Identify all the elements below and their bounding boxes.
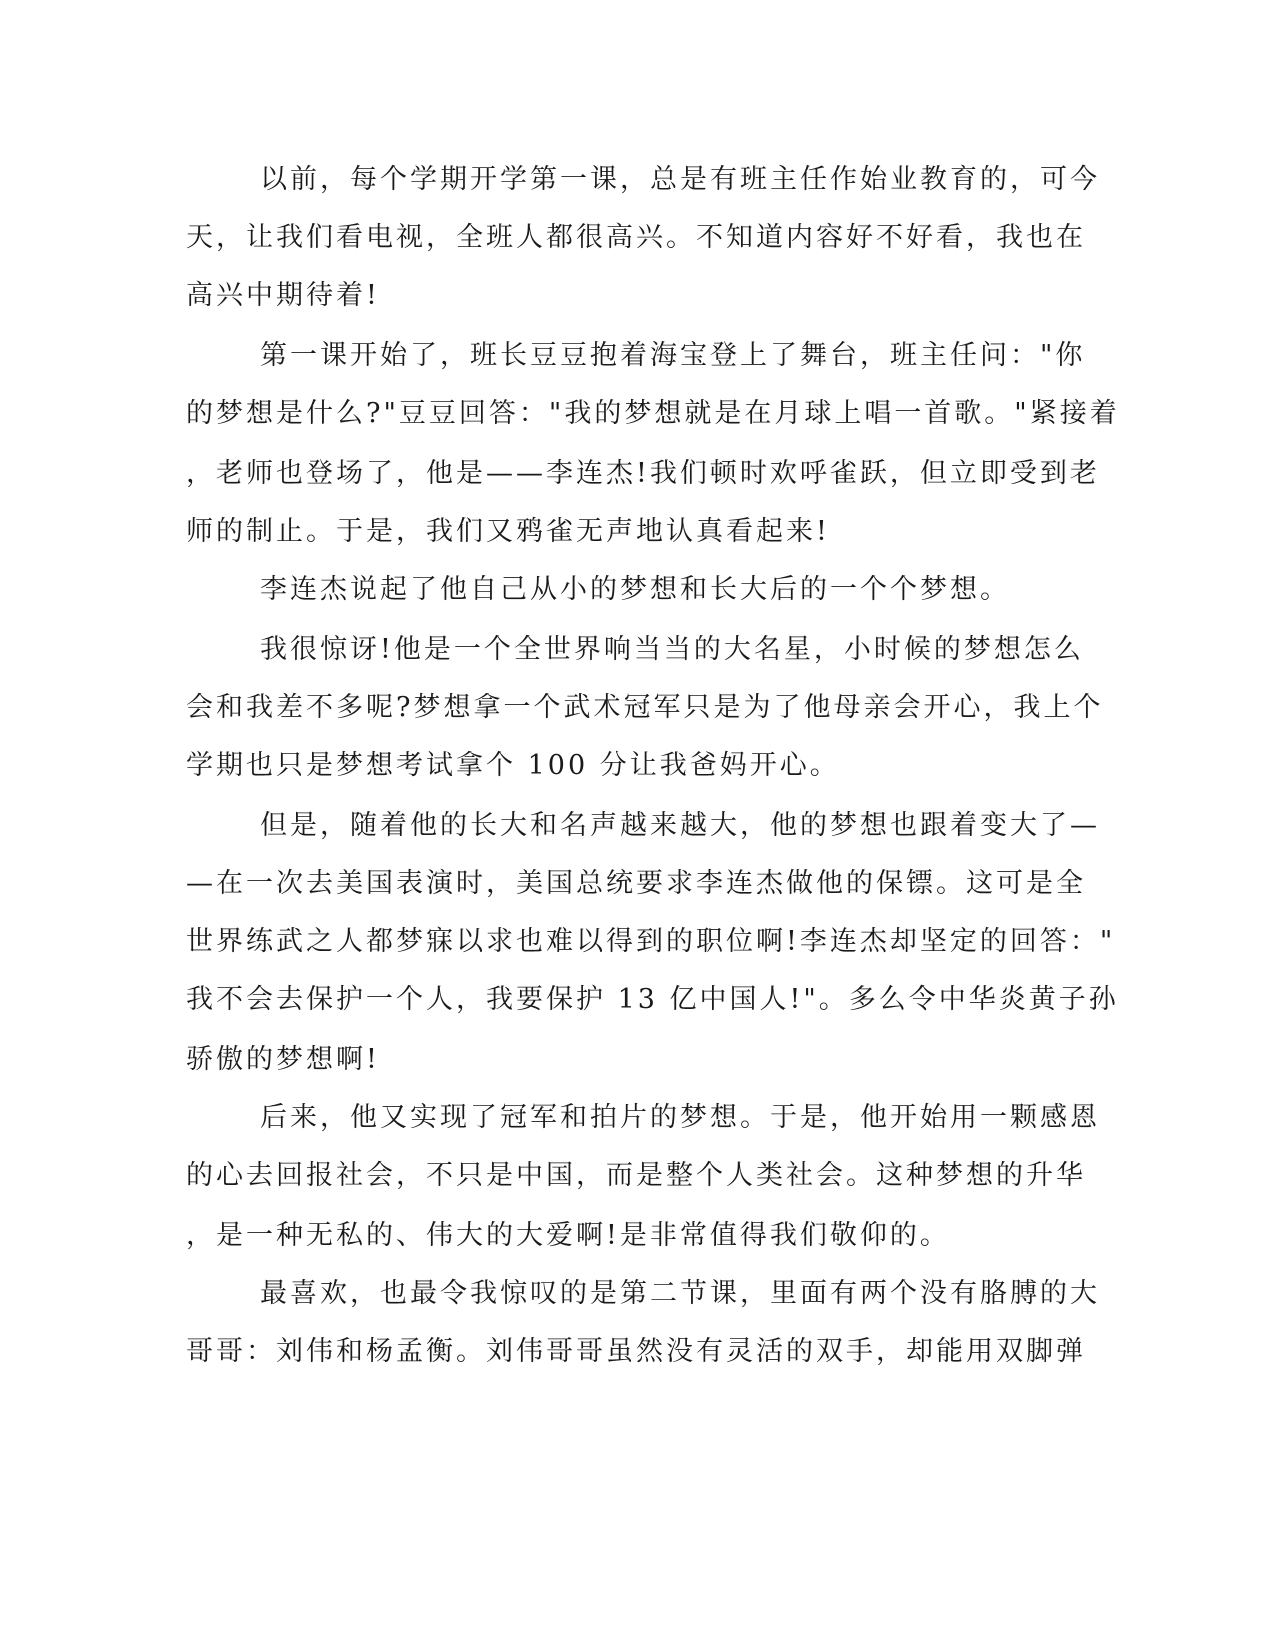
text-line: ，老师也登场了，他是——李连杰!我们顿时欢呼雀跃，但立即受到老 xyxy=(186,458,1100,489)
text-line: 世界练武之人都梦寐以求也难以得到的职位啊!李连杰却坚定的回答：" xyxy=(186,926,1116,957)
text-line: 师的制止。于是，我们又鸦雀无声地认真看起来! xyxy=(186,516,830,547)
text-line: 会和我差不多呢?梦想拿一个武术冠军只是为了他母亲会开心，我上个 xyxy=(186,692,1104,723)
text-line: 后来，他又实现了冠军和拍片的梦想。于是，他开始用一颗感恩 xyxy=(260,1102,1100,1133)
text-line: 学期也只是梦想考试拿个 100 分让我爸妈开心。 xyxy=(186,750,840,781)
text-line: —在一次去美国表演时，美国总统要求李连杰做他的保镖。这可是全 xyxy=(186,868,1086,899)
text-line: 的梦想是什么?"豆豆回答："我的梦想就是在月球上唱一首歌。"紧接着 xyxy=(186,398,1120,429)
text-line: 李连杰说起了他自己从小的梦想和长大后的一个个梦想。 xyxy=(260,574,1010,605)
text-line: 我不会去保护一个人，我要保护 13 亿中国人!"。多么令中华炎黄子孙 xyxy=(186,984,1119,1015)
text-line: 天，让我们看电视，全班人都很高兴。不知道内容好不好看，我也在 xyxy=(186,222,1086,253)
text-line: 最喜欢，也最令我惊叹的是第二节课，里面有两个没有胳膊的大 xyxy=(260,1278,1100,1309)
text-line: ，是一种无私的、伟大的大爱啊!是非常值得我们敬仰的。 xyxy=(186,1220,950,1251)
text-line: 骄傲的梦想啊! xyxy=(186,1044,380,1075)
text-line: 高兴中期待着! xyxy=(186,280,380,311)
text-line: 但是，随着他的长大和名声越来越大，他的梦想也跟着变大了— xyxy=(260,810,1100,841)
text-line: 的心去回报社会，不只是中国，而是整个人类社会。这种梦想的升华 xyxy=(186,1160,1086,1191)
text-line: 以前，每个学期开学第一课，总是有班主任作始业教育的，可今 xyxy=(260,164,1100,195)
text-line: 第一课开始了，班长豆豆抱着海宝登上了舞台，班主任问："你 xyxy=(260,340,1086,371)
text-line: 我很惊讶!他是一个全世界响当当的大名星，小时候的梦想怎么 xyxy=(260,634,1084,665)
text-line: 哥哥：刘伟和杨孟衡。刘伟哥哥虽然没有灵活的双手，却能用双脚弹 xyxy=(186,1336,1086,1367)
